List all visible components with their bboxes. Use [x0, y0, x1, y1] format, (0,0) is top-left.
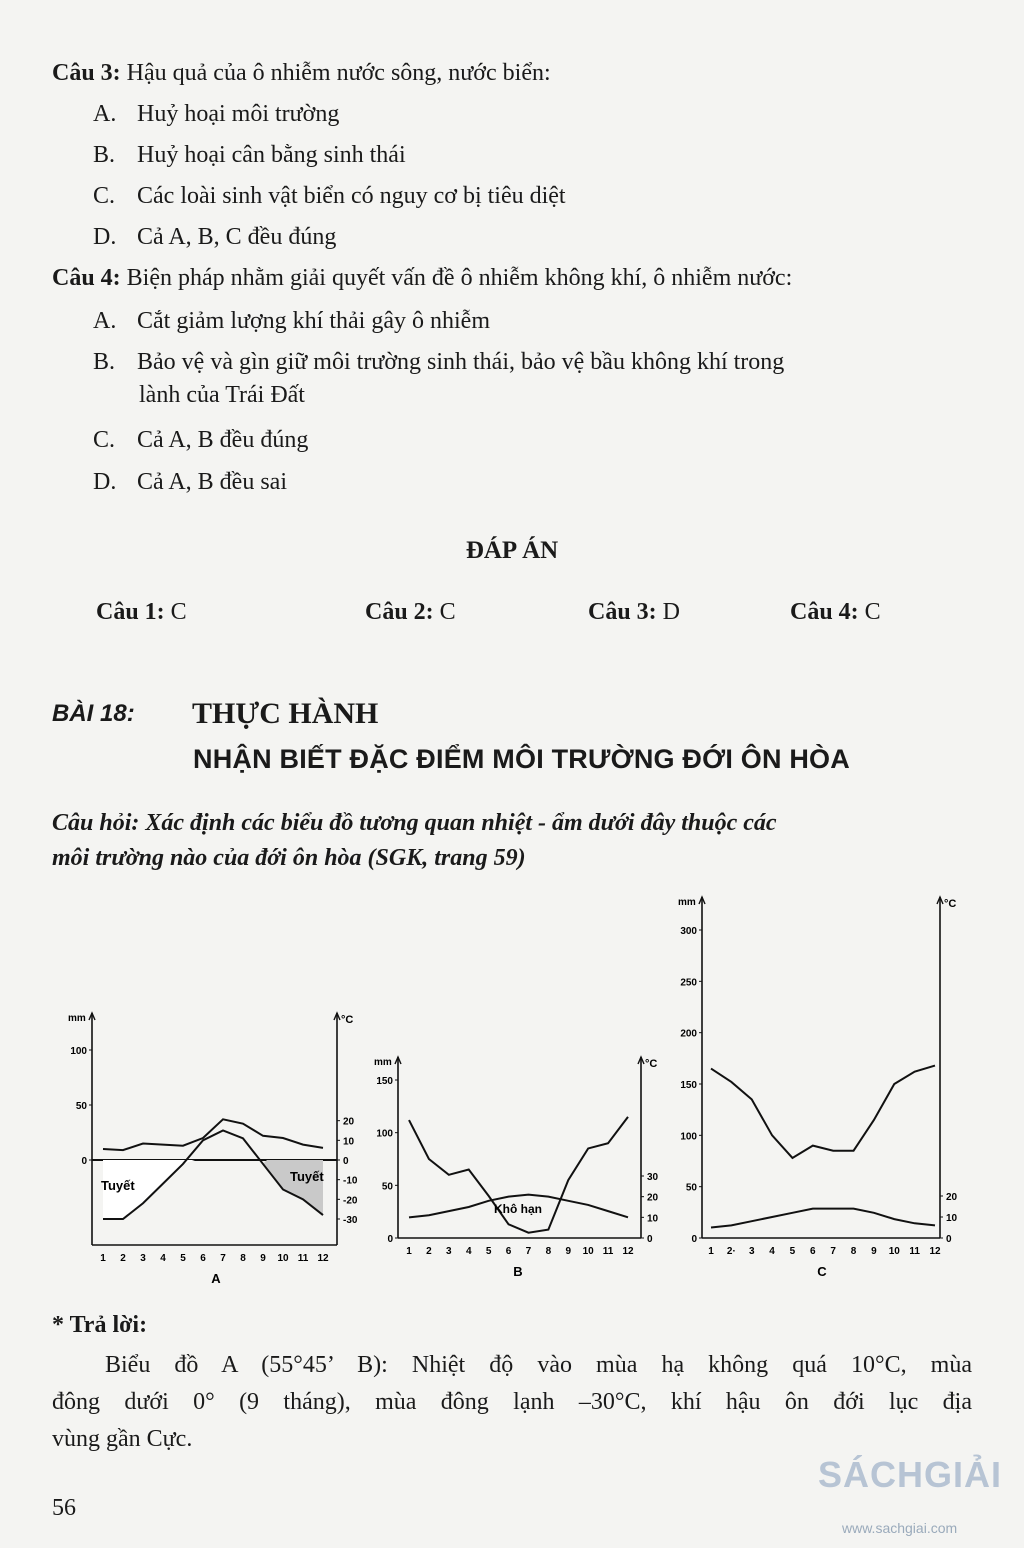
question-3-option-c: C. Các loài sinh vật biển có nguy cơ bị tiêu diệt: [93, 183, 566, 209]
chart-c-left-tick-label: 0: [691, 1234, 697, 1245]
answers-title: ĐÁP ÁN: [465, 537, 559, 564]
chart-c-right-tick-label: 10: [946, 1213, 958, 1224]
chart-b-x-tick-label: 7: [525, 1246, 532, 1257]
paragraph-line-1: Biểu đồ A (55°45’ B): Nhiệt độ vào mùa hạ không quá 10°C, mùa: [105, 1352, 972, 1378]
chart-b-right-tick-label: 30: [647, 1172, 659, 1183]
chart-b-right-tick-label: 0: [647, 1234, 653, 1245]
chart-a-x-tick-label: 3: [140, 1253, 146, 1264]
chart-c-x-tick-label: 7: [830, 1246, 836, 1257]
lesson-question-line-2: môi trường nào của đới ôn hòa (SGK, trang 59): [52, 845, 526, 871]
chart-a-x-tick-label: 1: [100, 1253, 106, 1264]
answer-3: Câu 3: D: [588, 599, 681, 625]
chart-b-left-unit: mm: [374, 1057, 392, 1068]
chart-a-annotation: Tuyết: [101, 1178, 135, 1193]
chart-c-right-unit: °C: [944, 898, 957, 910]
chart-a-x-tick-label: 4: [160, 1253, 166, 1264]
chart-c-left-unit: mm: [678, 897, 696, 908]
chart-a-x-tick-label: 12: [317, 1253, 329, 1264]
paragraph-line-3: vùng gần Cực.: [52, 1426, 193, 1452]
question-3-label: Câu 3:: [52, 60, 121, 86]
chart-c-left-tick-label: 150: [680, 1080, 697, 1091]
chart-a-x-tick-label: 2: [120, 1253, 126, 1264]
chart-b-label: B: [513, 1264, 523, 1279]
chart-b-right-tick-label: 20: [647, 1192, 659, 1204]
answer-1: Câu 1: C: [96, 599, 187, 625]
chart-a-x-tick-label: 5: [180, 1253, 186, 1264]
chart-a-right-tick-label: 0: [343, 1156, 349, 1167]
chart-b-x-tick-label: 1: [406, 1246, 412, 1257]
chart-b-x-tick-label: 6: [505, 1246, 512, 1257]
chart-b-annotation: Khô hạn: [494, 1202, 542, 1216]
chart-c-left-tick-label: 250: [680, 977, 697, 989]
chart-a-right-tick-label: -30: [343, 1215, 358, 1226]
chart-b-x-tick-label: 8: [545, 1246, 552, 1257]
chart-b-x-tick-label: 11: [602, 1246, 614, 1257]
chart-a-right-tick-label: -10: [343, 1175, 358, 1187]
question-4-label: Câu 4:: [52, 265, 121, 291]
question-4-option-b-cont: lành của Trái Đất: [139, 382, 305, 408]
chart-c-x-tick-label: 12: [929, 1246, 941, 1257]
climate-charts: [0, 885, 1024, 1305]
chart-c-x-tick-label: 3: [748, 1246, 755, 1257]
question-4-option-b: B. Bảo vệ và gìn giữ môi trường sinh thái, bảo vệ bầu không khí trong: [93, 349, 785, 375]
chart-c-x-tick-label: 5: [789, 1246, 796, 1257]
question-4-option-a: A. Cắt giảm lượng khí thải gây ô nhiễm: [93, 308, 490, 334]
page-number: 56: [52, 1495, 76, 1521]
lesson-title: THỰC HÀNH: [192, 697, 379, 730]
lesson-question-line-1: Câu hỏi: Xác định các biểu đồ tương quan nhiệt - ẩm dưới đây thuộc các: [52, 810, 777, 836]
chart-c-x-tick-label: 10: [888, 1246, 900, 1257]
chart-c-left-tick-label: 100: [680, 1131, 697, 1143]
chart-c-x-tick-label: 4: [769, 1246, 775, 1257]
chart-b-left-tick-label: 0: [387, 1234, 393, 1245]
chart-c-series-precipitation-line: [711, 1066, 935, 1158]
question-3-option-d: D. Cả A, B, C đều đúng: [93, 224, 337, 250]
chart-b-left-tick-label: 100: [376, 1128, 393, 1140]
chart-a-label: A: [211, 1271, 221, 1286]
chart-c-right-tick-label: 0: [946, 1234, 952, 1245]
question-3-option-a: A. Huỷ hoại môi trường: [93, 101, 340, 127]
chart-b-x-tick-label: 10: [582, 1246, 594, 1257]
chart-a-right-tick-label: 20: [343, 1116, 355, 1128]
chart-c-left-tick-label: 50: [685, 1182, 697, 1194]
chart-b-right-tick-label: 10: [647, 1213, 659, 1225]
chart-a-annotation: Tuyết: [290, 1169, 324, 1184]
question-3: [52, 58, 551, 89]
answer-label: * Trả lời:: [52, 1312, 148, 1338]
chart-c-x-tick-label: 2·: [726, 1246, 736, 1257]
chart-a-left-unit: mm: [68, 1013, 86, 1024]
watermark-url: www.sachgiai.com: [842, 1520, 958, 1536]
chart-a-x-tick-label: 8: [240, 1253, 246, 1264]
chart-a-x-tick-label: 11: [297, 1253, 309, 1264]
lesson-subtitle: NHẬN BIẾT ĐẶC ĐIỂM MÔI TRƯỜNG ĐỚI ÔN HÒA: [193, 744, 850, 774]
chart-a-x-tick-label: 10: [277, 1253, 289, 1264]
question-4-option-d: D. Cả A, B đều sai: [93, 469, 287, 495]
chart-b-left-tick-label: 50: [381, 1181, 393, 1193]
chart-c-x-tick-label: 8: [850, 1246, 857, 1257]
answer-4: Câu 4: C: [790, 599, 881, 625]
watermark-logo: SÁCHGIẢI: [818, 1454, 1003, 1495]
question-3-option-b: B. Huỷ hoại cân bằng sinh thái: [93, 142, 406, 168]
chart-a-right-unit: °C: [341, 1014, 354, 1026]
chart-b-left-tick-label: 150: [376, 1076, 393, 1087]
chart-c-x-tick-label: 1: [708, 1246, 714, 1257]
question-3-text: Hậu quả của ô nhiễm nước sông, nước biển:: [126, 60, 551, 86]
chart-b-x-tick-label: 9: [565, 1246, 572, 1257]
question-4: [52, 263, 792, 294]
chart-c-left-tick-label: 200: [680, 1028, 697, 1040]
chart-c-right-tick-label: 20: [946, 1192, 958, 1203]
chart-a-right-tick-label: -20: [343, 1195, 358, 1207]
chart-c-series-temperature-line: [711, 1209, 935, 1228]
lesson-number: BÀI 18:: [52, 700, 135, 727]
question-4-option-c: C. Cả A, B đều đúng: [93, 427, 309, 453]
chart-c-x-tick-label: 6: [810, 1246, 816, 1257]
chart-b-x-tick-label: 12: [622, 1246, 634, 1257]
chart-b-right-unit: °C: [645, 1058, 658, 1070]
chart-b-x-tick-label: 3: [446, 1246, 452, 1257]
chart-a-left-tick-label: 100: [70, 1046, 87, 1057]
chart-c-x-tick-label: 11: [909, 1246, 920, 1257]
question-4-text: Biện pháp nhằm giải quyết vấn đề ô nhiễm không khí, ô nhiễm nước:: [126, 265, 793, 291]
chart-a-x-tick-label: 7: [220, 1253, 226, 1264]
chart-b-x-tick-label: 5: [485, 1246, 492, 1257]
chart-b-x-tick-label: 2: [426, 1246, 432, 1257]
chart-a-right-tick-label: 10: [343, 1136, 355, 1148]
paragraph-line-2: đông dưới 0° (9 tháng), mùa đông lạnh –30°C, khí hậu ôn đới lục địa: [52, 1389, 972, 1415]
chart-c-label: C: [817, 1264, 827, 1279]
chart-a-left-tick-label: 0: [81, 1156, 87, 1167]
chart-a-x-tick-label: 6: [200, 1253, 206, 1264]
chart-a-left-tick-label: 50: [75, 1101, 87, 1112]
chart-c-x-tick-label: 9: [871, 1246, 877, 1257]
answer-2: Câu 2: C: [365, 599, 456, 625]
chart-b-x-tick-label: 4: [465, 1246, 472, 1257]
chart-c-left-tick-label: 300: [680, 926, 697, 937]
chart-a-x-tick-label: 9: [260, 1253, 266, 1264]
